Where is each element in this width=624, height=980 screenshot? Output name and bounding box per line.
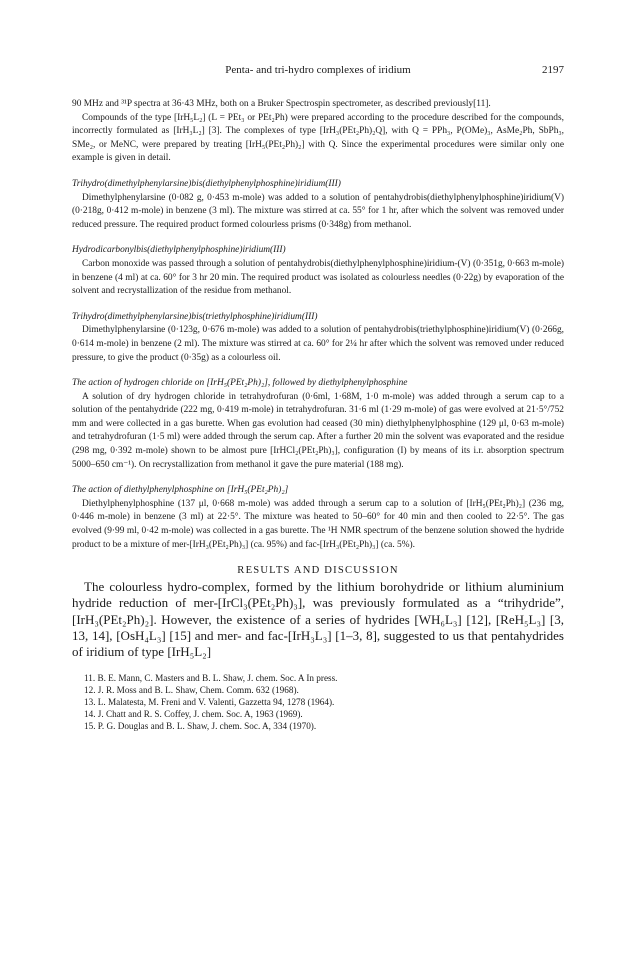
reference-item: 14. J. Chatt and R. S. Coffey, J. chem. Soc. A, 1963 (1969). xyxy=(84,709,303,720)
journal-page xyxy=(72,64,564,732)
page-number: 2197 xyxy=(542,64,564,76)
reference-item: 13. L. Malatesta, M. Freni and V. Valenti, Gazzetta 94, 1278 (1964). xyxy=(84,697,335,708)
experimental-section-5 xyxy=(72,484,564,552)
section-title: Trihydro(dimethylphenylarsine)bis(triethylphosphine)iridium(III) xyxy=(72,311,318,322)
reference-item: 11. B. E. Mann, C. Masters and B. L. Shaw, J. chem. Soc. A In press. xyxy=(84,673,338,684)
experimental-section-3 xyxy=(72,311,564,365)
section-title: The action of hydrogen chloride on [IrH₅(PEt₂Ph)₂], followed by diethylphenylphosphine xyxy=(72,378,408,389)
reference-list xyxy=(72,672,564,732)
results-body: The colourless hydro-complex, formed by the lithium borohydride or lithium aluminium hydride reduction of mer-[IrCl₃(PEt₂Ph)₃], was previously formulated as a “trihydride”, [IrH₃(PEt₂Ph)₂]. However, the existence of a series of hydrides [WH₆L₃] [12], [ReH₅L₃] [3, 13, 14], [OsH₄L₃] [15] and mer- and fac-[IrH₃L₃] [1–3, 8], suggested to us that pentahydrides of iridium of type [IrH₅L₂] xyxy=(72,579,564,660)
running-head: Penta- and tri-hydro complexes of iridium xyxy=(225,64,411,76)
intro-paragraph-1: 90 MHz and ³¹P spectra at 36·43 MHz, both on a Bruker Spectrospin spectrometer, as described previously[11]. xyxy=(72,99,491,109)
reference-item: 15. P. G. Douglas and B. L. Shaw, J. chem. Soc. A, 334 (1970). xyxy=(84,721,317,732)
experimental-section-2 xyxy=(72,244,564,298)
section-body: Dimethylphenylarsine (0·123g, 0·676 m-mole) was added to a solution of pentahydrobis(triethylphosphine)iridium(V) (0·266g, 0·614 m-mole) in benzene (2 ml). The mixture was stirred at ca. 60° for 2¼ hr after which the solvent was removed under reduced pressure, to give the product (0·35g) as a colourless oil. xyxy=(72,325,564,363)
page-header xyxy=(72,64,564,80)
section-title: Trihydro(dimethylphenylarsine)bis(diethylphenylphosphine)iridium(III) xyxy=(72,178,341,189)
section-body: Dimethylphenylarsine (0·082 g, 0·453 m-mole) was added to a solution of pentahydrobis(diethylphenylphosphine)iridium(V) (0·218g, 0·412 m-mole) in benzene (3 ml). The mixture was stirred at ca. 55° for 1 hr, after which the solvent was removed under reduced pressure. The required product formed colourless prisms (0·348g) from methanol. xyxy=(72,192,564,230)
section-body: A solution of dry hydrogen chloride in tetrahydrofuran (0·6ml, 1·68M, 1·0 m-mole) was added through a serum cap to a solution of the pentahydride (222 mg, 0·419 m-mole) in tetrahydrofuran. 31·6 ml (1·29 m-mole) of gas were evolved at 21·5°/752 mm and were collected in a gas burette. When gas evolution had ceased (30 min) diethylphenylphosphine (129 μl, 0·63 m-mole) and tetrahydrofuran (1·5 ml) were added through the serum cap. After a further 20 min the solvent was evaporated and the residue (298 mg, 0·392 m-mole) shown to be almost pure [IrHCl₂(PEt₂Ph)₃], configuration (I) by means of its i.r. absorption spectrum 5000–650 cm⁻¹). On recrystallization from methanol it gave the pure material (188 mg). xyxy=(72,391,564,470)
section-body: Diethylphenylphosphine (137 μl, 0·668 m-mole) was added through a serum cap to a solution of [IrH₅(PEt₂Ph)₂] (236 mg, 0·446 m-mole) in benzene (3 ml) at 22·5°. The mixture was heated to 50–60° for 40 min and then cooled to 22·5°. The gas evolved (9·99 ml, 0·42 m-mole) was collected in a gas burette. The ¹H NMR spectrum of the benzene solution showed the hydride product to be a mixture of mer-[IrH₃(PEt₂Ph)₃] (ca. 95%) and fac-[IrH₃(PEt₂Ph)₃] (ca. 5%). xyxy=(72,498,564,550)
section-body: Carbon monoxide was passed through a solution of pentahydrobis(diethylphenylphosphine)iridium-(V) (0·351g, 0·663 m-mole) in benzene (4 ml) at ca. 60° for 3 hr 20 min. The required product was isolated as colourless needles (0·22g) by evaporation of the solvent and recrystallization of the residue from methanol. xyxy=(72,258,564,297)
results-heading: RESULTS AND DISCUSSION xyxy=(237,565,399,577)
reference-item: 12. J. R. Moss and B. L. Shaw, Chem. Comm. 632 (1968). xyxy=(84,685,299,696)
section-title: The action of diethylphenylphosphine on [IrH₅(PEt₂Ph)₂] xyxy=(72,485,289,496)
experimental-section-4 xyxy=(72,377,564,472)
section-title: Hydrodicarbonylbis(diethylphenylphosphine)iridium(III) xyxy=(72,245,286,256)
experimental-section-1 xyxy=(72,178,564,232)
intro-paragraph-2: Compounds of the type [IrH₅L₂] (L = PEt₃ or PEt₂Ph) were prepared according to the procedure described for the compounds, incorrectly formulated as [IrH₃L₂] [3]. The complexes of type [IrH₃(PEt₂Ph)₂Q], with Q = PPh₃, P(OMe)₃, AsMe₂Ph, SbPh₃, SMe₂, or MeNC, were prepared by treating [IrH₅(PEt₂Ph)₂] with Q. Since the experimental procedures were similar only one example is given in detail. xyxy=(72,112,564,164)
